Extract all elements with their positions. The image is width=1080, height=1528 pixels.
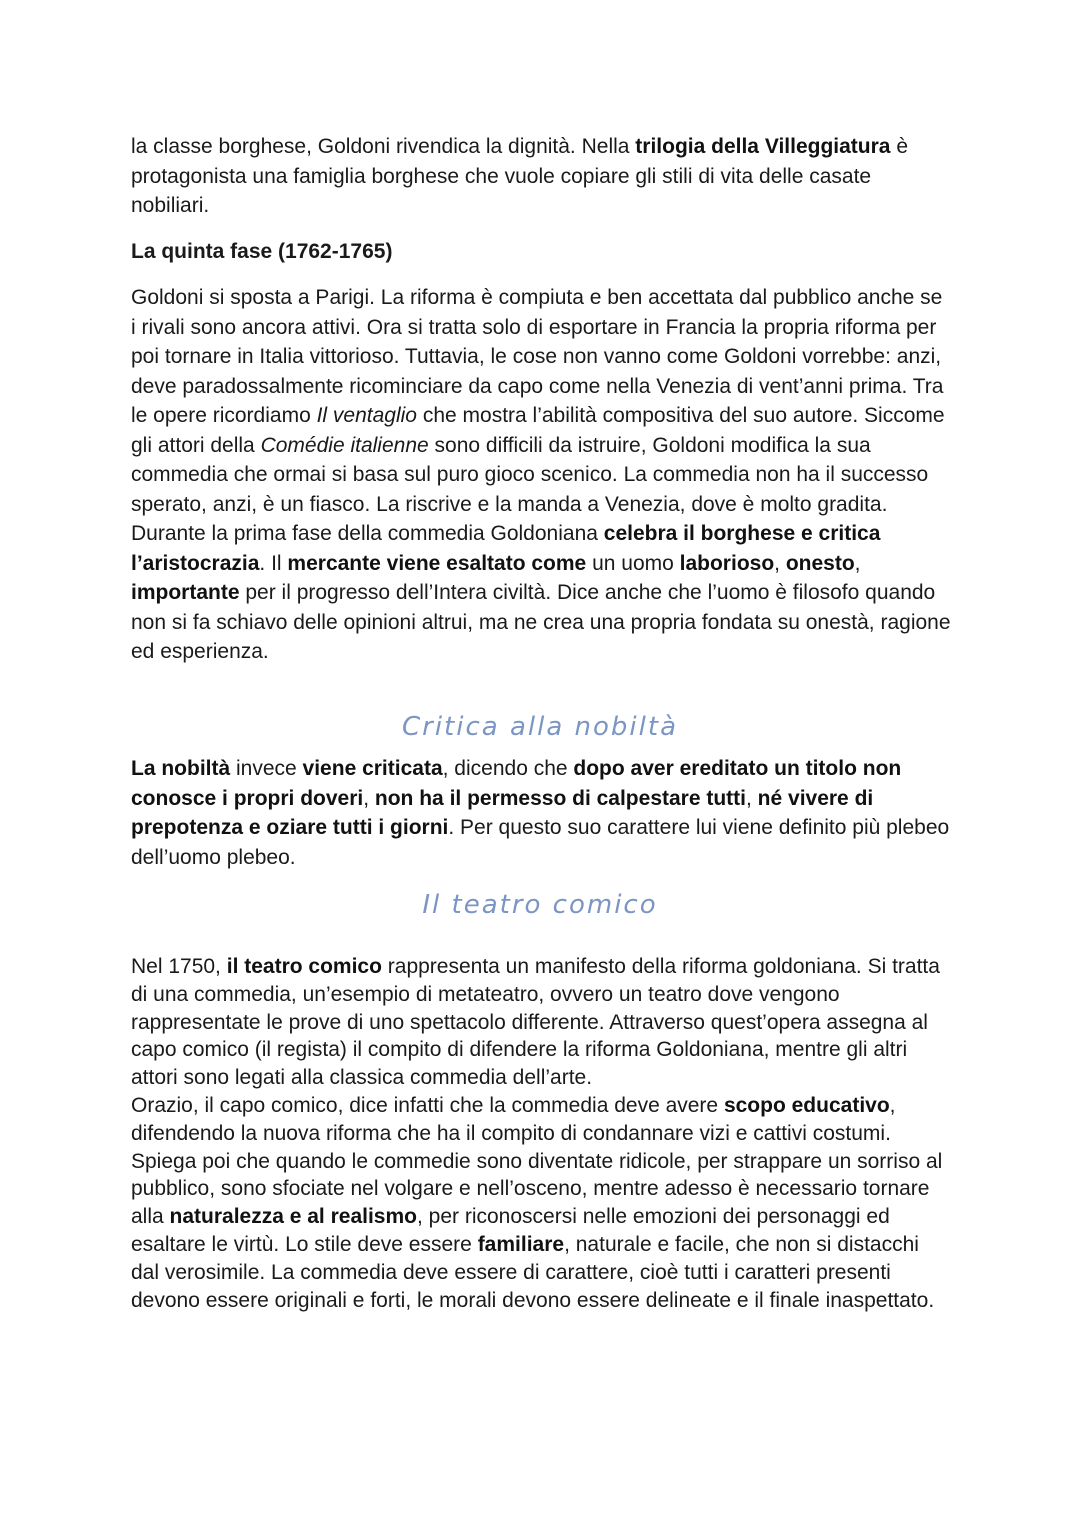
text-run: . Per questo suo carattere lui viene definito più plebeo dell’uomo plebeo. bbox=[131, 816, 950, 869]
text-run: , per riconoscersi nelle emozioni dei personaggi ed esaltare le virtù. Lo stile deve essere bbox=[131, 1205, 890, 1256]
text-run: , bbox=[854, 551, 861, 575]
bold-text: mercante viene esaltato come bbox=[287, 551, 587, 575]
italic-title: Il ventaglio bbox=[316, 404, 417, 427]
bold-text: laborioso bbox=[679, 551, 775, 575]
text-run: rappresenta un manifesto della riforma goldoniana. Si tratta di una commedia, un’esempio di metateatro, ovvero un teatro dove vengono rappresentate le prove di uno spettacolo differente. Attraverso quest’opera assegna al capo comico (il regista) il compito di difendere la riforma Goldoniana, mentre gli altri attori sono legati alla classica commedia dell’arte. bbox=[131, 955, 940, 1090]
text-run: invece bbox=[230, 757, 303, 780]
bold-text: familiare bbox=[477, 1232, 565, 1256]
text-run: un uomo bbox=[586, 551, 680, 575]
nobilta-paragraph bbox=[131, 754, 951, 872]
text-run: , bbox=[746, 786, 758, 810]
text-run: Goldoni si sposta a Parigi. La riforma è compiuta e ben accettata dal pubblico anche se i rivali sono ancora attivi. Ora si tratta solo di esportare in Francia la propria riforma per poi tornare in Italia vittorioso. Tuttavia, le cose non vanno come Goldoni vorrebbe: anzi, deve paradossalmente ricominciare da capo come nella Venezia di vent’anni prima. Tra le opere ricordiamo bbox=[131, 286, 944, 427]
bold-text: non ha il permesso di calpestare tutti bbox=[374, 786, 746, 810]
bold-text: celebra il borghese e critica l’aristocrazia bbox=[131, 522, 881, 575]
teatro-comico-paragraph bbox=[131, 953, 951, 1314]
text-run: , naturale e facile, che non si distacchi dal verosimile. La commedia deve essere di carattere, cioè tutti i caratteri presenti devono essere originali e forti, le morali devono essere delineate e il finale inaspettato. bbox=[131, 1232, 935, 1312]
text-run: Nel 1750, bbox=[131, 955, 227, 978]
text-run: , dicendo che bbox=[442, 757, 574, 780]
text-run: Orazio, il capo comico, dice infatti che la commedia deve avere bbox=[131, 1093, 724, 1117]
bold-text: né vivere di prepotenza e oziare tutti i giorni bbox=[131, 786, 874, 839]
bold-text: onesto bbox=[785, 551, 855, 575]
bold-text: importante bbox=[131, 581, 240, 604]
bold-text: dopo aver ereditato un titolo non conosce i propri doveri bbox=[131, 757, 902, 810]
intro-paragraph bbox=[131, 132, 951, 221]
italic-title: Comédie italienne bbox=[260, 433, 429, 457]
quinta-fase-paragraph bbox=[131, 283, 951, 667]
section-heading-quinta-fase: La quinta fase (1762-1765) bbox=[131, 240, 393, 263]
bold-text: viene criticata bbox=[302, 757, 443, 780]
bold-text: naturalezza e al realismo bbox=[169, 1205, 417, 1229]
text-run: , bbox=[363, 786, 375, 810]
bold-text: La nobiltà bbox=[131, 757, 231, 780]
text-run: . Il bbox=[259, 551, 288, 575]
text-run: che mostra l’abilità compositiva del suo autore. Siccome gli attori della bbox=[131, 404, 945, 457]
bold-text: scopo educativo bbox=[723, 1093, 890, 1117]
handwritten-title-critica: Critica alla nobiltà bbox=[401, 712, 679, 742]
text-run: sono difficili da istruire, Goldoni modifica la sua commedia che ormai si basa sul puro gioco scenico. La commedia non ha il successo sperato, anzi, è un fiasco. La riscrive e la manda a Venezia, dove è molto gradita. Durante la prima fase della commedia Goldoniana bbox=[131, 433, 929, 545]
bold-text: il teatro comico bbox=[226, 955, 382, 978]
text-run: è protagonista una famiglia borghese che vuole copiare gli stili di vita delle casate nobiliari. bbox=[131, 135, 908, 217]
bold-trilogia: trilogia della Villeggiatura bbox=[635, 135, 891, 158]
text-run: , bbox=[774, 551, 786, 575]
text-run: , difendendo la nuova riforma che ha il compito di condannare vizi e cattivi costumi. Spiega poi che quando le commedie sono diventate ridicole, per strappare un sorriso al pubblico, sono sfociate nel volgare e nell’osceno, mentre adesso è necessario tornare alla bbox=[131, 1093, 943, 1229]
text-run: la classe borghese, Goldoni rivendica la dignità. Nella bbox=[131, 135, 636, 158]
text-run: per il progresso dell’Intera civiltà. Dice anche che l’uomo è filosofo quando non si fa schiavo delle opinioni altrui, ma ne crea una propria fondata su onestà, ragione ed esperienza. bbox=[131, 581, 951, 663]
handwritten-title-teatro: Il teatro comico bbox=[422, 890, 658, 920]
